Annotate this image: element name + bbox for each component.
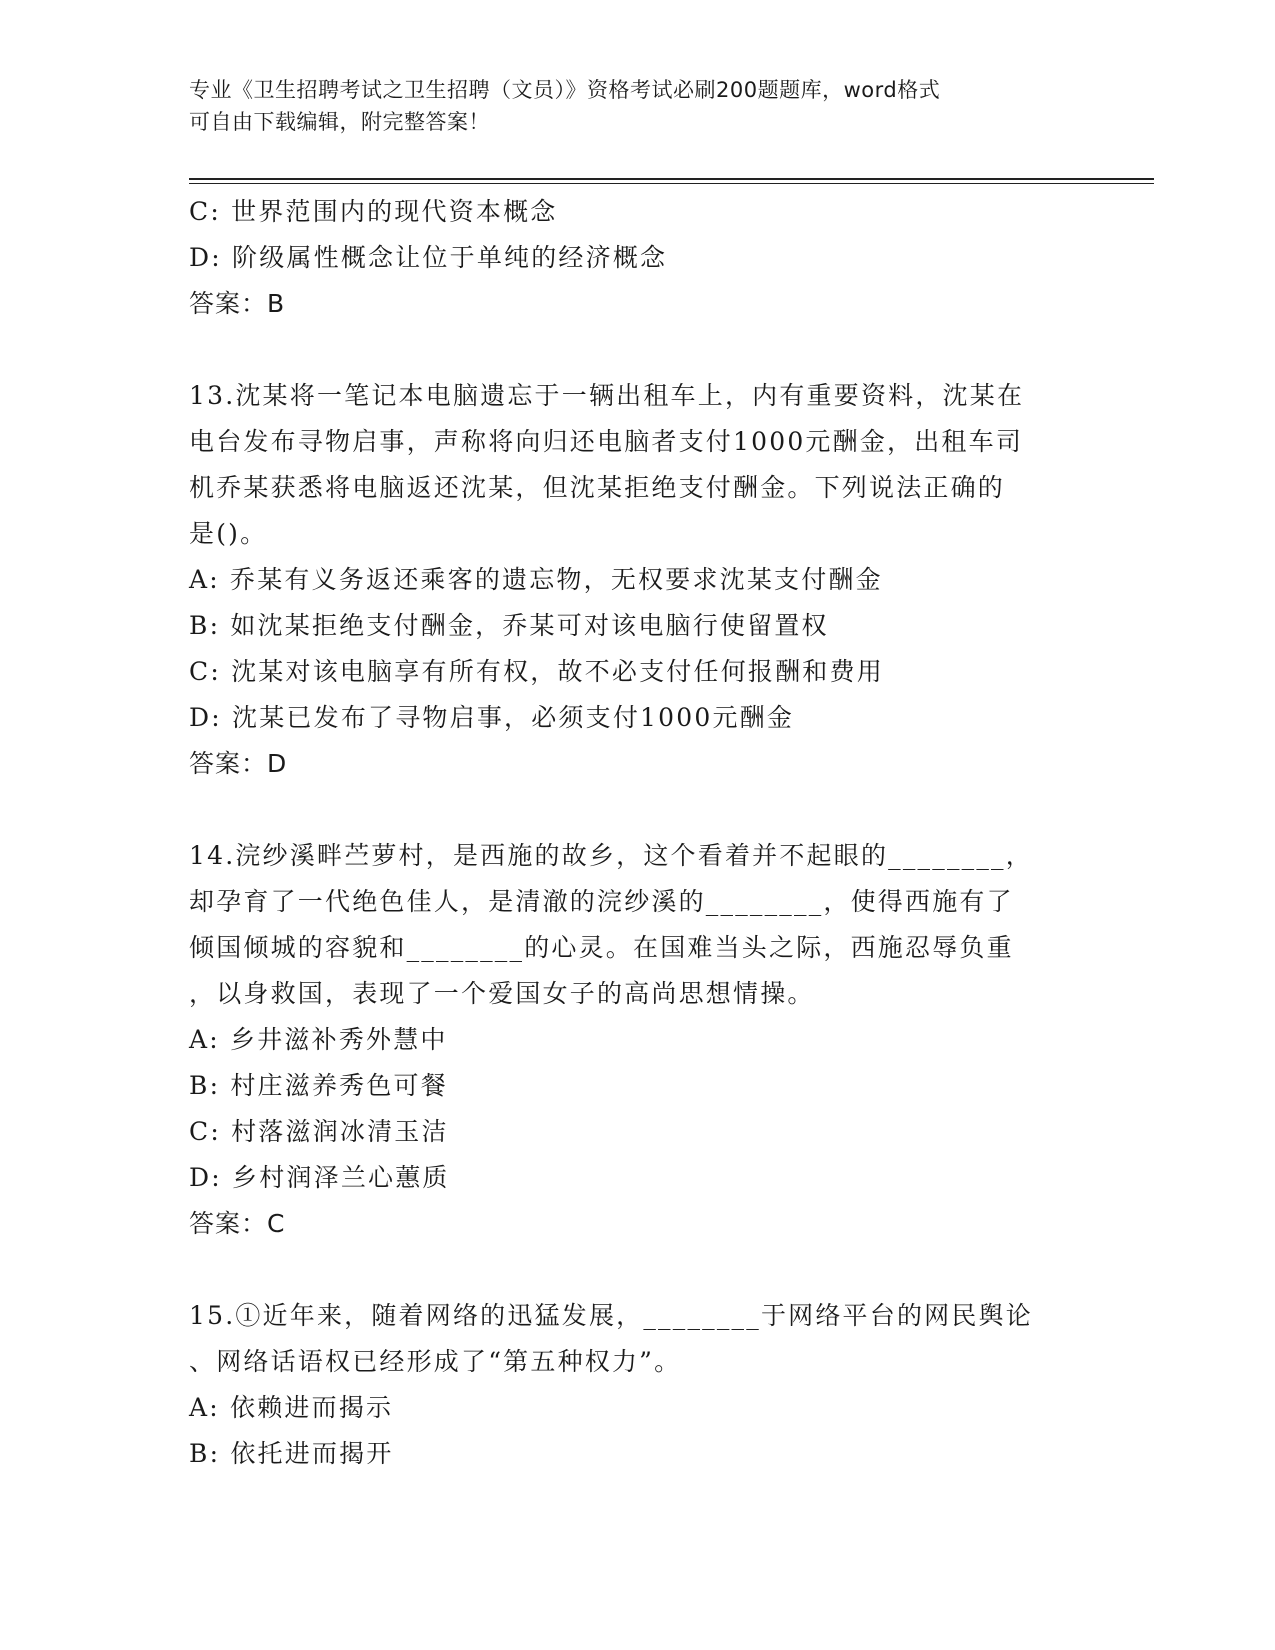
spacer (189, 787, 1089, 833)
q14-stem-line: 倾国倾城的容貌和________的心灵。在国难当头之际，西施忍辱负重 (189, 933, 1014, 962)
q15-option-b: B: 依托进而揭开 (189, 1439, 394, 1468)
q12-option-d: D: 阶级属性概念让位于单纯的经济概念 (189, 243, 668, 272)
q14-option-a: A: 乡井滋补秀外慧中 (189, 1025, 448, 1054)
q13-option-c: C: 沈某对该电脑享有所有权，故不必支付任何报酬和费用 (189, 657, 884, 686)
q14-option-c: C: 村落滋润冰清玉洁 (189, 1117, 449, 1146)
header-title-line-2: 可自由下载编辑，附完整答案！ (189, 110, 490, 134)
q13-stem-line: 13.沈某将一笔记本电脑遗忘于一辆出租车上，内有重要资料，沈某在 (189, 381, 1025, 410)
q12-option-c: C: 世界范围内的现代资本概念 (189, 197, 558, 226)
spacer (189, 1247, 1089, 1293)
q15-option-a: A: 依赖进而揭示 (189, 1393, 394, 1422)
q13-stem-line: 是()。 (189, 519, 268, 548)
q13-stem-line: 电台发布寻物启事，声称将向归还电脑者支付1000元酬金，出租车司 (189, 427, 1024, 456)
header-divider-thin (189, 183, 1154, 184)
q13-option-d: D: 沈某已发布了寻物启事，必须支付1000元酬金 (189, 703, 795, 732)
question-14 (189, 833, 1089, 1247)
question-list (189, 189, 1089, 1477)
q15-stem-line: 、网络话语权已经形成了“第五种权力”。 (189, 1347, 682, 1376)
spacer (189, 327, 1089, 373)
q13-option-b: B: 如沈某拒绝支付酬金，乔某可对该电脑行使留置权 (189, 611, 829, 640)
q12-answer: 答案：B (189, 289, 286, 318)
question-12-tail (189, 189, 1089, 327)
q14-stem-line: ，以身救国，表现了一个爱国女子的高尚思想情操。 (189, 979, 815, 1008)
question-13 (189, 373, 1089, 787)
q14-option-b: B: 村庄滋养秀色可餐 (189, 1071, 448, 1100)
q14-answer: 答案：C (189, 1209, 286, 1238)
document-header (189, 74, 1069, 138)
q13-stem-line: 机乔某获悉将电脑返还沈某，但沈某拒绝支付酬金。下列说法正确的 (189, 473, 1006, 502)
q13-option-a: A: 乔某有义务返还乘客的遗忘物，无权要求沈某支付酬金 (189, 565, 883, 594)
q14-stem-line: 却孕育了一代绝色佳人，是清澈的浣纱溪的________，使得西施有了 (189, 887, 1014, 916)
question-15 (189, 1293, 1089, 1477)
q13-answer: 答案：D (189, 749, 288, 778)
header-divider-thick (189, 178, 1154, 180)
header-title-line-1: 专业《卫生招聘考试之卫生招聘（文员）》资格考试必刷200题题库，word格式 (189, 78, 941, 102)
q14-option-d: D: 乡村润泽兰心蕙质 (189, 1163, 450, 1192)
q14-stem-line: 14.浣纱溪畔苎萝村，是西施的故乡，这个看着并不起眼的________， (189, 841, 1033, 870)
q15-stem-line: 15.①近年来，随着网络的迅猛发展，________于网络平台的网民舆论 (189, 1301, 1033, 1330)
